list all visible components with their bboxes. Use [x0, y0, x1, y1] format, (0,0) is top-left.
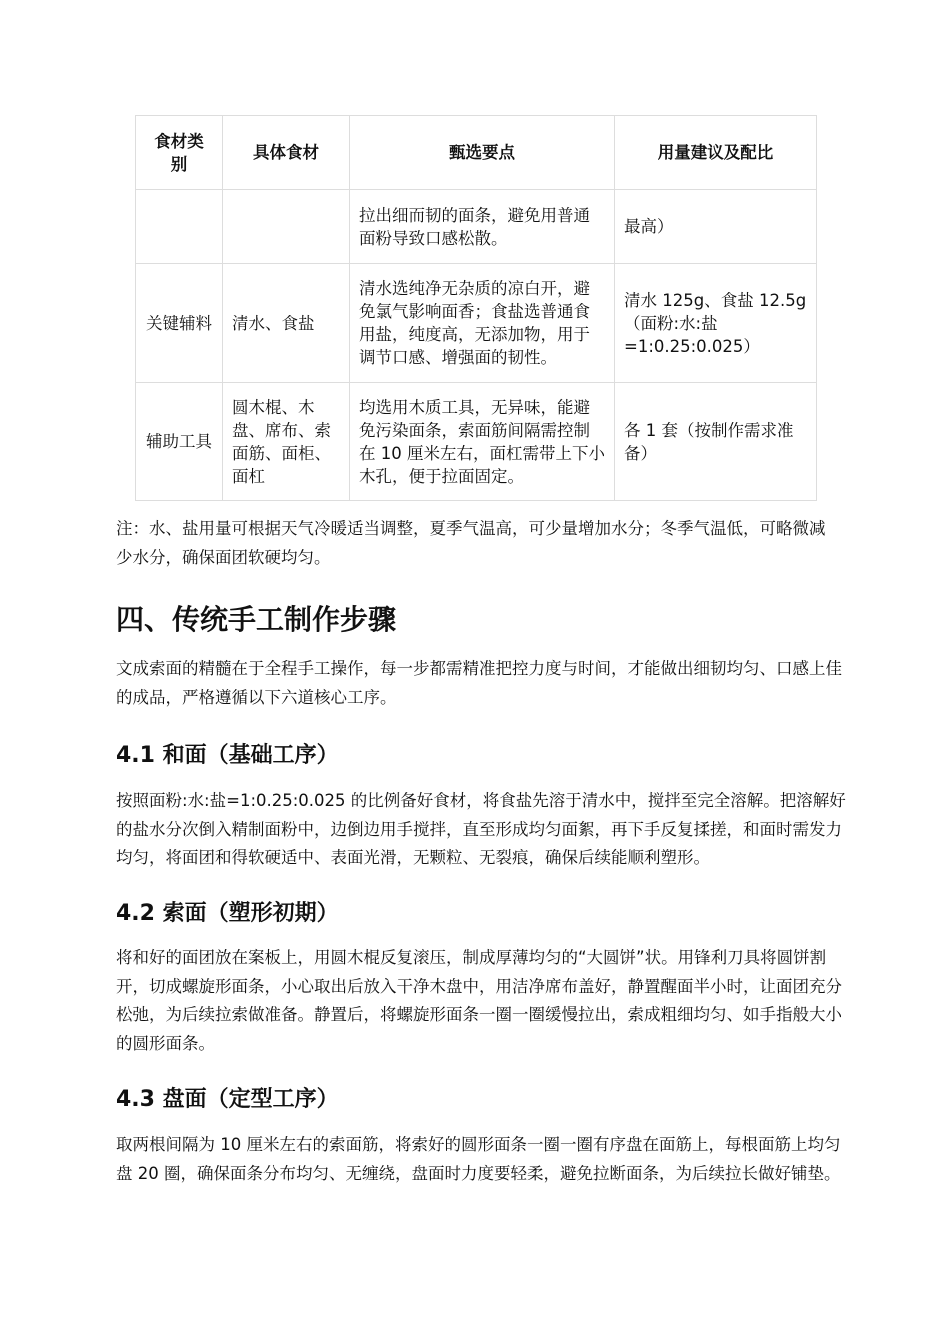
cell-amount: 各 1 套（按制作需求准备）	[615, 383, 817, 501]
table-header-row	[136, 116, 817, 190]
cell-category	[136, 190, 223, 264]
section-title: 四、传统手工制作步骤	[116, 603, 397, 636]
table-note: 注：水、盐用量可根据天气冷暖适当调整，夏季气温高，可少量增加水分；冬季气温低，可略微减少水分，确保面团软硬均匀。	[116, 519, 826, 567]
section-intro: 文成索面的精髓在于全程手工操作，每一步都需精准把控力度与时间，才能做出细韧均匀、口感上佳的成品，严格遵循以下六道核心工序。	[116, 659, 842, 707]
step-title: 4.2 索面（塑形初期）	[116, 901, 339, 926]
ingredients-table	[135, 115, 817, 501]
cell-category: 辅助工具	[136, 383, 223, 501]
step-title: 4.1 和面（基础工序）	[116, 743, 339, 768]
cell-items: 圆木棍、木盘、席布、索面筋、面柜、面杠	[223, 383, 350, 501]
cell-items: 清水、食盐	[223, 264, 350, 383]
header-amount: 用量建议及配比	[615, 116, 817, 190]
cell-points: 拉出细而韧的面条，避免用普通面粉导致口感松散。	[350, 190, 615, 264]
step-text: 取两根间隔为 10 厘米左右的索面筋，将索好的圆形面条一圈一圈有序盘在面筋上，每根面筋上均匀盘 20 圈，确保面条分布均匀、无缠绕，盘面时力度要轻柔，避免拉断面条，为后续拉长做好铺垫。	[116, 1135, 841, 1183]
cell-category: 关键辅料	[136, 264, 223, 383]
table-row	[136, 190, 817, 264]
header-items: 具体食材	[223, 116, 350, 190]
header-category: 食材类别	[136, 116, 223, 190]
cell-amount: 清水 125g、食盐 12.5g（面粉:水:盐=1:0.25:0.025）	[615, 264, 817, 383]
step-title: 4.3 盘面（定型工序）	[116, 1087, 339, 1112]
table-row	[136, 383, 817, 501]
cell-amount: 最高）	[615, 190, 817, 264]
cell-items	[223, 190, 350, 264]
step-text: 将和好的面团放在案板上，用圆木棍反复滚压，制成厚薄均匀的“大圆饼”状。用锋利刀具将圆饼割开，切成螺旋形面条，小心取出后放入干净木盘中，用洁净席布盖好，静置醒面半小时，让面团充分松弛，为后续拉索做准备。静置后，将螺旋形面条一圈一圈缓慢拉出，索成粗细均匀、如手指般大小的圆形面条。	[116, 948, 842, 1053]
step-text: 按照面粉:水:盐=1:0.25:0.025 的比例备好食材，将食盐先溶于清水中，搅拌至完全溶解。把溶解好的盐水分次倒入精制面粉中，边倒边用手搅拌，直至形成均匀面絮，再下手反复揉搓，和面时需发力均匀，将面团和得软硬适中、表面光滑，无颗粒、无裂痕，确保后续能顺利塑形。	[116, 791, 846, 867]
cell-points: 清水选纯净无杂质的凉白开，避免氯气影响面香；食盐选普通食用盐，纯度高，无添加物，用于调节口感、增强面的韧性。	[350, 264, 615, 383]
cell-points: 均选用木质工具，无异味，能避免污染面条，索面筋间隔需控制在 10 厘米左右，面杠需带上下小木孔，便于拉面固定。	[350, 383, 615, 501]
header-points: 甄选要点	[350, 116, 615, 190]
table-row	[136, 264, 817, 383]
